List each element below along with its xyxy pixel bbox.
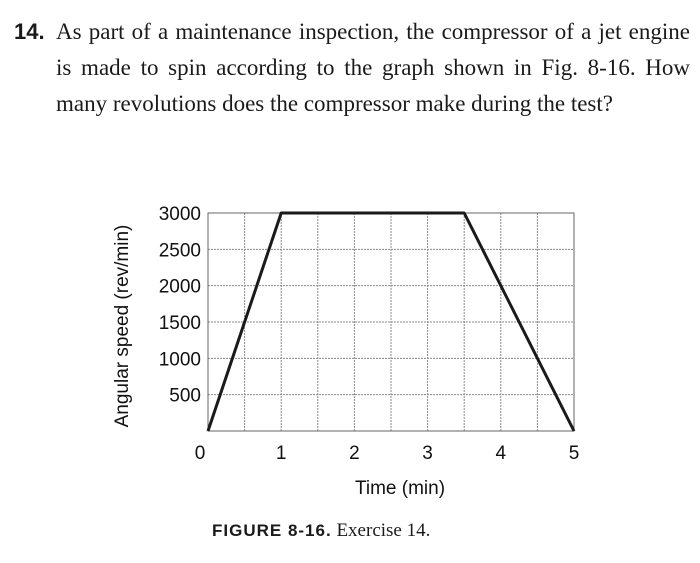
x-axis-label: Time (min): [354, 478, 446, 499]
y-tick-label: 2500: [158, 240, 201, 262]
x-tick-labels: [195, 443, 580, 464]
x-tick-label: 4: [495, 443, 507, 464]
problem-number: 14.: [14, 19, 45, 44]
y-axis-label: Angular speed (rev/min): [112, 224, 133, 428]
figure-caption-label: FIGURE 8-16.: [212, 521, 332, 540]
figure-caption-text: Exercise 14.: [336, 520, 431, 541]
y-tick-label: 3000: [158, 204, 201, 225]
y-tick-label: 2000: [158, 276, 201, 298]
y-tick-label: 1000: [158, 349, 201, 371]
y-tick-label: 1500: [158, 313, 201, 334]
x-tick-label: 1: [275, 443, 287, 464]
figure-caption: [212, 520, 430, 542]
problem-text: As part of a maintenance inspection, the compressor of a jet engine is made to spin according to the graph shown in Fig. 8-16. How many revolutions does the compressor make during the test?: [56, 19, 690, 116]
x-tick-label: 2: [349, 443, 360, 464]
y-tick-labels: [159, 204, 201, 407]
x-tick-label: 5: [568, 443, 580, 464]
x-tick-label: 3: [422, 443, 433, 464]
y-tick-label: 500: [169, 385, 201, 407]
x-tick-label: 0: [194, 443, 206, 464]
